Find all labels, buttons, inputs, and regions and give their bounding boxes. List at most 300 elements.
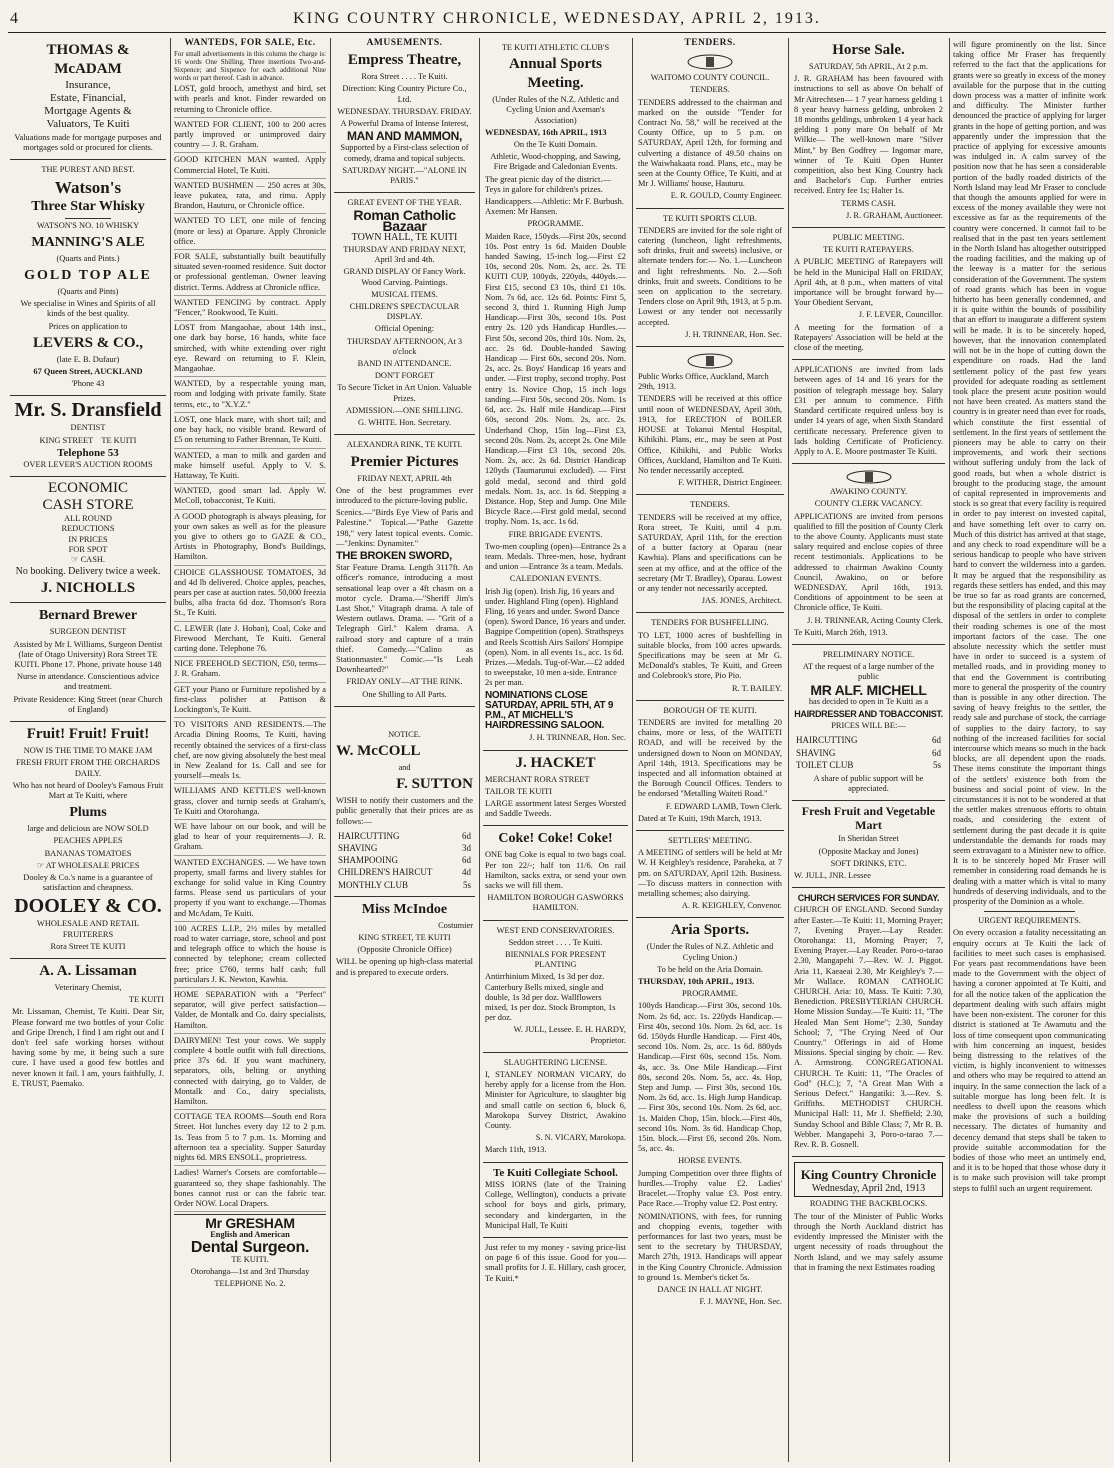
classified-ad: LOST, one black mare, with short tail; and one bay hack, no visible brand. Reward of £5 on returning to Father Brennan, Te Kuiti. bbox=[174, 415, 326, 449]
classified-ad: NICE FREEHOLD SECTION, £50, terms—J. R. Graham. bbox=[174, 659, 326, 682]
article-title: ROADING THE BACKBLOCKS. bbox=[809, 1199, 928, 1209]
ad-text: WAITOMO COUNTY COUNCIL. bbox=[650, 73, 770, 83]
article-text: On every occasion a fatality necessitating an enquiry occurs at Te Kuiti the lack of facilities to meet such cases is emphasised. For years past recommendations have been made to the Government with the object of having a coroner appointed at Te Kuiti, and for all the notice taken of the application the department dealing with such affairs might have been non-existent. The coroner for this district is stationed at Te Awamutu and the loss of time consequent upon communicating with him concerning an inquest, besides being distressing to the relatives of the victim, is highly inconvenient to witnesses and others who may be required to attend an inquiry. In the same connection the lack of a suitable morgue has long been felt. It is needless to dwell upon the reasons which make the provisions of such a building necessary. The dictates of humanity and decency demand that steps shall be taken to provide suitable accommodation for the bodies of those who meet an untimely end, and it is to be hoped that those whose duty it is to make such provision will take prompt steps to fulfil such an urgent requirement. bbox=[953, 928, 1106, 1193]
ad-text: No booking. Delivery twice a week. bbox=[15, 566, 161, 578]
ad-text: CALEDONIAN EVENTS. bbox=[509, 574, 602, 584]
ad-text: Assisted by Mr I. Williams, Surgeon Dentist (late of Otago University) Rora Street TE KUITI. Phone 17. Phone, private house 148 bbox=[13, 639, 163, 670]
ad-text: Valuations made for mortgage purposes and mortgages sold or procured for clients. bbox=[14, 133, 162, 153]
mccoll-sutton-ad bbox=[334, 707, 475, 897]
ad-line: CASH. bbox=[80, 555, 106, 565]
butter-factory-tender bbox=[636, 495, 784, 613]
ad-text: TO LET, 1000 acres of bushfelling in suitable blocks, from 100 acres upwards. Specifications may be seen at Mr G. McDonald's stables, Te Kuiti, and Green and Colebrook's store, Pio Pio. bbox=[638, 630, 782, 681]
ad-text: AT the request of a large number of the public bbox=[802, 662, 935, 682]
ad-text: TELEPHONE No. 2. bbox=[214, 1279, 286, 1289]
ad-title: Premier Pictures bbox=[350, 453, 459, 470]
ad-text: TENDERS will be received at this office until noon of WEDNESDAY, April 30th, 1913, for ERECTION of BOILER HOUSE at Tokanui Mental Hospital, Kihikihi. Plans, etc., may be seen at Post Office, Kihikihi, and Public Works Offices, Auckland, Hamilton and Te Kuiti. No tender necessarily accepted. bbox=[638, 394, 782, 475]
brewer-ad bbox=[10, 603, 166, 722]
ad-text: THURSDAY AND FRIDAY NEXT, April 3rd and 4th. bbox=[343, 245, 466, 265]
ad-text: March 11th, 1913. bbox=[485, 1145, 547, 1155]
ad-text: HORSE EVENTS. bbox=[678, 1156, 742, 1166]
column-rule bbox=[788, 38, 789, 1462]
ad-line: FOR SPOT bbox=[68, 544, 108, 554]
ad-text: and bbox=[398, 762, 411, 772]
classified-ad: GET your Piano or Furniture repolished by a first-class polisher at Pattison & Lockington's, Te Kuiti. bbox=[174, 685, 326, 719]
ad-text: SLAUGHTERING LICENSE. bbox=[503, 1057, 608, 1067]
ad-title: CASH STORE bbox=[42, 497, 134, 514]
ad-text: Private Residence: King Street (near Church of England) bbox=[13, 694, 163, 714]
ad-text: Dooley & Co.'s name is a guarantee of satisfaction and cheapness. bbox=[23, 872, 153, 893]
masthead-title: KING COUNTRY CHRONICLE, WEDNESDAY, APRIL 2, 1913. bbox=[293, 10, 821, 27]
classified-ad: WANTED FENCING by contract. Apply "Fencer," Rookwood, Te Kuiti. bbox=[174, 298, 326, 321]
ad-text: APPLICATIONS are invited from persons qualified to fill the position of County Clerk to the above County. Applicants must state salary required and enclose copies of three recent testimonials. Applications to be addressed to chairman Awakino County Council, Awakino, on or before WEDNESDAY, April 16th, 1913. Conditions of appointment to be seen at Chronicle office, Te Kuiti. bbox=[794, 511, 943, 613]
ad-text: ADMISSION.—ONE SHILLING. bbox=[345, 405, 463, 415]
ad-text: MERCHANT RORA STREET bbox=[485, 774, 590, 784]
ad-text: A meeting for the formation of a Ratepayers' Association will be held at the close of the meeting. bbox=[794, 322, 943, 353]
lissaman-ad bbox=[10, 959, 166, 1095]
athletic-sports-ad bbox=[483, 38, 628, 751]
watsons-ad bbox=[10, 160, 166, 396]
classified-ad: A GOOD photograph is always pleasing, for your own sakes as well as for the pleasure you give to others go to GAZE & CO., Artists in Photography, Bond's Buildings, Hamilton. bbox=[174, 512, 326, 566]
ad-text: JAS. JONES, Architect. bbox=[701, 596, 782, 606]
ad-text: DANCE IN HALL AT NIGHT. bbox=[657, 1284, 763, 1294]
thomas-mcadam-ad bbox=[10, 38, 166, 160]
classified-ad: WANTED BUSHMEN — 250 acres at 30s, leave pukatea, rata, and rimu. Apply Brandon, Hauturu, or Chronicle office. bbox=[174, 181, 326, 215]
ad-text: SURGEON DENTIST bbox=[49, 627, 127, 637]
ad-text: (Quarts and Pints) bbox=[57, 287, 119, 297]
ad-title: Mr. S. Dransfield bbox=[14, 399, 162, 422]
ad-text: TENDERS will be received at my office, Rora street, Te Kuiti, until 4 p.m. SATURDAY, April 11th, for the erection of a butter factory at Oparau (near Kawhia). Plans and specifications can be seen at my office, and at the office of the secretary (Mr T. Bradley), Oparau. Lowest or any tender not necessarily accepted. bbox=[638, 512, 782, 593]
ad-title: Aria Sports. bbox=[670, 922, 750, 939]
mcindoe-ad bbox=[334, 897, 475, 984]
price-list bbox=[794, 733, 943, 772]
ad-text: BAND IN ATTENDANCE. bbox=[357, 359, 452, 369]
ad-title: ECONOMIC bbox=[47, 480, 128, 497]
ad-text: WHOLESALE AND RETAIL FRUITERERS bbox=[36, 919, 140, 939]
premier-pictures-ad bbox=[334, 435, 475, 706]
ad-text: TE KUITI. bbox=[231, 1254, 269, 1264]
ad-text: A share of public support will be appreciated. bbox=[813, 773, 924, 794]
ad-text: Just refer to my money - saving price-list on page 6 of this issue. Good for you—small profits for J. E. Hillary, cash grocer, Te Kuiti.* bbox=[485, 1242, 626, 1283]
settlers-meeting bbox=[636, 831, 784, 918]
ad-text: R. T. BAILEY. bbox=[731, 683, 782, 693]
column-rule bbox=[170, 38, 171, 1462]
ad-text: Costumier bbox=[438, 920, 473, 930]
ad-text: Dated at Te Kuiti, 19th March, 1913. bbox=[638, 813, 762, 823]
ad-text: To Secure Ticket in Art Union. Valuable Prizes. bbox=[337, 383, 472, 403]
price-value: 5s bbox=[932, 759, 941, 770]
price-row bbox=[338, 867, 471, 877]
classified-ad: WILLIAMS AND KETTLE'S well-known grass, clover and turnip seeds at Graham's, Te Kuiti and Otorohanga. bbox=[174, 786, 326, 820]
ad-text: TE KUITI SPORTS CLUB. bbox=[663, 213, 757, 223]
dransfield-ad bbox=[10, 396, 166, 477]
ad-text: TENDERS FOR BUSHFELLING. bbox=[651, 618, 769, 628]
ad-text: APPLICATIONS are invited from lads between ages of 14 and 16 years for the position of telegraph message boy. Salary £31 per annum to commence. Fifth Standard certificate required unless boy is under 14 years of age, when Sixth Standard certificate necessary. Preference given to lads holding Certificate of Proficiency. Apply to A. E. Moore postmaster Te Kuiti. bbox=[794, 365, 943, 456]
ad-text: TENDERS are invited for metalling 20 chains, more or less, of the WAITETI ROAD, and will be received by the undersigned down to Noon on MONDAY, April 14th, 1913. Specifications may be inspected and all information obtained at the Borough Council Offices. Tenders to be endorsed "Metalling Waiteti Road." bbox=[638, 717, 782, 799]
economic-cash-store-ad bbox=[10, 477, 166, 603]
editorial-start bbox=[792, 1157, 945, 1279]
ad-line: IN PRICES bbox=[68, 534, 108, 544]
ad-line: REDUCTIONS bbox=[61, 524, 115, 534]
ad-text: BIENNIALS FOR PRESENT PLANTING bbox=[505, 950, 606, 970]
ad-text: (Opposite Mackay and Jones) bbox=[818, 846, 919, 856]
public-works-tender bbox=[636, 347, 784, 495]
ad-text: Athletic, Wood-chopping, and Sawing, Fire Brigade and Caledonian Events. bbox=[490, 152, 621, 172]
aria-sports-ad bbox=[636, 918, 784, 1313]
ad-title: Fresh Fruit and Vegetable Mart bbox=[801, 804, 936, 833]
ad-text: CHILDREN'S SPECTACULAR DISPLAY. bbox=[349, 302, 460, 322]
price-row bbox=[796, 748, 941, 758]
price-item: CHILDREN'S HAIRCUT bbox=[338, 867, 433, 878]
ad-text: SATURDAY, 5th APRIL, At 2 p.m. bbox=[809, 62, 928, 71]
price-item: HAIRCUTTING bbox=[338, 830, 400, 841]
ad-title: THE BROKEN SWORD, bbox=[336, 549, 452, 562]
message-boy-ad bbox=[792, 360, 945, 464]
ad-text: PROGRAMME. bbox=[527, 219, 584, 229]
ad-text: E. R. GOULD, County Engineer. bbox=[670, 191, 782, 201]
ad-text: OVER LEVER'S AUCTION ROOMS bbox=[23, 460, 153, 470]
ad-text: F. EDWARD LAMB, Town Clerk. bbox=[665, 801, 782, 811]
column-2 bbox=[174, 38, 326, 1464]
ad-text: BANANAS TOMATOES bbox=[44, 848, 132, 858]
ad-text: J. R. GRAHAM, Auctioneer. bbox=[845, 210, 943, 220]
ad-text: A Powerful Drama of Intense Interest, bbox=[340, 119, 469, 129]
ad-text: Veterinary Chemist, bbox=[54, 982, 122, 992]
ad-text: PUBLIC MEETING. bbox=[832, 233, 905, 243]
ad-text: COUNTY CLERK VACANCY. bbox=[814, 499, 923, 509]
ad-title: Mr GRESHAM bbox=[205, 1215, 295, 1232]
ad-text: Otorohanga—1st and 3rd Thursday bbox=[190, 1266, 310, 1276]
empress-theatre-ad bbox=[334, 48, 475, 193]
price-value: 5s bbox=[462, 879, 471, 890]
pointing-hand-icon: ☞ bbox=[36, 860, 45, 870]
article-text: The tour of the Minister of Public Works through the North Auckland district has evidently impressed the Minister with the urgent necessity of roads throughout the North Island, and we may safely assume that in framing the next Estimates roading bbox=[794, 1211, 943, 1272]
price-item: SHAMPOOING bbox=[338, 855, 399, 866]
ad-text: HAMILTON BOROUGH GASWORKS HAMILTON. bbox=[487, 893, 624, 913]
ad-text: AWAKINO COUNTY. bbox=[829, 487, 908, 497]
ad-text: FRIDAY ONLY—AT THE RINK. bbox=[346, 677, 463, 687]
price-item: SHAVING bbox=[338, 842, 378, 853]
ad-text: WEDNESDAY. THURSDAY. FRIDAY. bbox=[337, 106, 472, 116]
ad-text: NOTICE. bbox=[388, 729, 421, 739]
column-rule bbox=[479, 38, 480, 1462]
price-row bbox=[338, 843, 471, 853]
classified-list bbox=[174, 84, 326, 1212]
classified-ad: C. LEWER (late J. Hoban), Coal, Coke and Firewood Merchant, Te Kuiti. General carting done. Telephone 76. bbox=[174, 624, 326, 658]
ad-text: TE KUITI RATEPAYERS. bbox=[823, 245, 914, 255]
ad-text: J. H. TRINNEAR, Acting County Clerk. bbox=[807, 615, 943, 625]
column-rule bbox=[632, 38, 633, 1462]
column-rule bbox=[330, 38, 331, 1462]
divider bbox=[984, 911, 1076, 912]
section-header: AMUSEMENTS. bbox=[366, 38, 443, 48]
price-list bbox=[336, 829, 473, 892]
ad-text: One Shilling to All Parts. bbox=[362, 689, 447, 699]
ad-title: Dental Surgeon. bbox=[190, 1238, 310, 1256]
ad-text: Seddon street . . . . Te Kuiti. bbox=[508, 937, 603, 947]
classified-ad: CHOICE GLASSHOUSE TOMATOES, 3d and 4d lb delivered. Choice apples, peaches, pears per case at auction rates. 50,000 freezia bulbs, alba fracta 6d doz. Thomson's Rora St., Te Kuiti. bbox=[174, 568, 326, 622]
hillary-notice bbox=[483, 1238, 628, 1290]
ad-text: (Under Rules of the N.Z. Athletic and Cycling Union and Axeman's Association) bbox=[492, 95, 619, 125]
price-item: MONTHLY CLUB bbox=[338, 879, 409, 890]
ad-text: LARGE assortment latest Serges Worsted and Saddle Tweeds. bbox=[485, 799, 626, 819]
ad-title: Plums bbox=[69, 805, 107, 821]
sports-club-tender bbox=[636, 209, 784, 347]
ad-text: On the Te Kuiti Domain. bbox=[513, 140, 598, 150]
ad-text: Who has not heard of Dooley's Famous Fruit Mart at Te Kuiti, where bbox=[12, 780, 164, 800]
ad-title: Te Kuiti Collegiate School. bbox=[493, 1166, 618, 1179]
fruit-mart-ad bbox=[792, 801, 945, 888]
ad-title: Roman Catholic Bazaar bbox=[353, 207, 456, 234]
classified-ad: COTTAGE TEA ROOMS—South end Rora Street. Hot lunches every day 12 to 2 p.m. 1s. Teas from 5 to 7 p.m. 1s. Morning and afternoon tea a speciality. Supper Saturday nights 6d. MRS ENSOLL, proprietress. bbox=[174, 1112, 326, 1166]
ad-text: ALEXANDRA RINK, TE KUITI. bbox=[346, 440, 463, 450]
ad-text: (late E. B. Dufaur) bbox=[56, 354, 120, 364]
ad-text: The great picnic day of the district.—Teys in galore for children's prizes. bbox=[485, 174, 611, 194]
ad-text: (Quarts and Pints.) bbox=[56, 253, 120, 263]
ad-text: FRESH FRUIT FROM THE ORCHARDS DAILY. bbox=[16, 758, 160, 778]
ad-text: WATSON'S NO. 10 WHISKY bbox=[36, 220, 140, 230]
ad-text: Supported by a First-class selection of comedy, drama and topical subjects. bbox=[340, 143, 469, 163]
ad-text: Nurse in attendance. Conscientious advice and treatment. bbox=[16, 672, 160, 692]
ad-text: In Sheridan Street bbox=[838, 834, 899, 844]
dooley-fruit-ad bbox=[10, 722, 166, 959]
conservatories-ad bbox=[483, 921, 628, 1053]
ad-text: J. H. TRINNEAR, Hon. Sec. bbox=[685, 329, 782, 339]
coat-of-arms-icon bbox=[685, 352, 735, 370]
ad-text: ONE bag Coke is equal to two bags coal. Per ton 22/-; half ton 11/6. On rail Hamilton, sacks extra, or send your own sacks we will fill them. bbox=[485, 850, 626, 891]
ad-text: Wednesday, April 2nd, 1913 bbox=[811, 1183, 926, 1195]
ad-text: W. JULL, Lessee. E. H. HARDY, Proprietor. bbox=[513, 1025, 626, 1045]
ad-text: Public Works Office, Auckland, March 29th, 1913. bbox=[638, 372, 769, 392]
ad-text: DENTIST bbox=[70, 423, 106, 433]
church-services bbox=[792, 888, 945, 1157]
price-value: 6d bbox=[932, 747, 941, 758]
ad-text: PRICES WILL BE:— bbox=[831, 721, 906, 731]
ad-title: Annual Sports Meeting. bbox=[509, 56, 602, 92]
ad-text: One of the best programmes ever introduced to the picture-loving public. bbox=[336, 485, 473, 505]
price-value: 4d bbox=[462, 867, 471, 878]
ad-text: We specialise in Wines and Spirits of all kinds of the best quality. bbox=[20, 299, 156, 319]
classified-ad: WANTED, by a respectable young man, room and lodging with private family. State terms, etc., to "X.Y.Z." bbox=[174, 379, 326, 413]
classified-ad: LOST, gold brooch, amethyst and bird, set with pearls and knot. Finder rewarded on returning to Chronicle office. bbox=[174, 84, 326, 118]
classified-ad: WANTED TO LET, one mile of fencing (more or less) at Oparure. Apply Chronicle office. bbox=[174, 216, 326, 250]
ad-text: TENDERS are invited for the sole right of catering (luncheon, light refreshments, soft drinks, fruit and sweets) inclusive, or alternate tenders for:— No. 1.—Luncheon and light refreshments. No. 2.—Soft drinks, fruit and sweets. Conditions to be seen on application to the secretary. Tenders close on April 9th, 1913, at 5 p.m. Lowest or any tender not necessarily accepted. bbox=[638, 225, 782, 327]
ad-text: A PUBLIC MEETING of Ratepayers will be held in the Municipal Hall on FRIDAY, April 4th, at 8 p.m., when matters of vital importance will be brought forward by— Your Obedient Servant, bbox=[794, 257, 943, 308]
ad-text: large and delicious are NOW SOLD bbox=[27, 824, 149, 834]
ad-text: WEDNESDAY, 16th APRIL, 1913 bbox=[485, 127, 607, 137]
bushfelling-tender bbox=[636, 613, 784, 700]
ad-text: THE PUREST AND BEST. bbox=[41, 165, 135, 175]
ad-title: GOLD TOP ALE bbox=[24, 268, 152, 284]
coat-of-arms-icon bbox=[685, 53, 735, 71]
ad-text: CHURCH OF ENGLAND. Second Sunday after Easter.—Te Kuiti: 11, Morning Prayer; 7, Evening Prayer.—Lay Reader. Otorohanga: 11, Morning Prayer; 7, Evening Prayer.—Lay Reader. Poro-o-tarao 2.30, Mangapehi 7.—Rev. W. J. Piggot. Aria 11, Kaeaeai 2.30, Mr Keighley's 7.—Mr Wallace. ROMAN CATHOLIC CHURCH. Aria: 10, Mass. Te Kuiti: 7.30, Benediction. PRESBYTERIAN CHURCH. Home Mission Sunday.—Te Kuiti: 11, "The Healed Man Sent Home"; 2.30, Sunday School; 7, "The Crying Need of Our Country." Offerings in aid of Home Missions. Special singing by choir. — Rev. A. Armstrong. CONGREGATIONAL CHURCH. Te Kuiti: 11, "The Oracles of God" (H.C.); 7, "A Great Man With a Serious Defect." Hangatiki: 3.—Rev. S. Griffiths. METHODIST CHURCH. Municipal Hall: 11, Mr J. Sheffield; 2.30, Sunday School and Bible Class; 7, Mr R. B. Webber. Mangapehi 3, Poro-o-tarao 7.—Rev. R. B. Gosnell. bbox=[794, 905, 943, 1150]
ad-text: TOWN HALL, TE KUITI bbox=[351, 231, 458, 243]
ad-text: FIRE BRIGADE EVENTS. bbox=[508, 529, 603, 539]
ad-text: KING STREET bbox=[39, 435, 94, 445]
collegiate-ad bbox=[483, 1163, 628, 1238]
ad-text: Handicappers.—Athletic: Mr F. Burbush. Axemen: Mr Hansen. bbox=[485, 197, 624, 217]
column-6 bbox=[792, 38, 945, 1464]
ad-text: WISH to notify their customers and the public generally that their prices are as follows:— bbox=[336, 796, 473, 826]
ad-text: SOFT DRINKS, ETC. bbox=[830, 858, 907, 868]
ad-text: 100yds Handicap.—First 30s, second 10s. Nom. 2s 6d, acc. 1s. 220yds Handicap.—First 40s, second 10s. Nom. 2s 6d, acc. 1s 6d. 150yds Hurdle Handicap. — First 40s, second 10s. Nom. 2s, acc. 1s 6d. 880yds Handicap.—First 60s, second 15s. Nom. 4s, acc. 3s. One Mile Handicap.—First 80s, second 20s. Nom. 5s, acc. 4s. Hop, Step and Jump. — First 30s, second 10s. Nom. 2s 6d, acc. 1s. High Jump Handicap. — First 30s, second 10s. Nom. 2s 6d, acc. 1s. Maiden Chop, 15in. block.—First 40s, second 10s. Nom. 3s 6d. Handicap Chop, 15in. block.—First £6, second 20s. Nom. 5s, acc. 4s. bbox=[638, 1001, 782, 1154]
classified-ad: WANTED, good smart lad. Apply W. McColl, tobacconist, Te Kuiti. bbox=[174, 486, 326, 509]
ad-text: AT WHOLESALE PRICES bbox=[45, 860, 140, 870]
ad-text: J. H. TRINNEAR, Hon. Sec. bbox=[529, 733, 626, 743]
ad-text: KING STREET, TE KUITI bbox=[358, 933, 451, 942]
ad-text: Rora Street . . . . Te Kuiti. bbox=[361, 72, 448, 82]
ad-text: BOROUGH OF TE KUITI. bbox=[663, 705, 757, 715]
classified-ad: Ladies! Warner's Corsets are comfortable—guaranteed so, they shape fashionably. The bones cannot rust or can the fabric tear. Order NOW. Local Drapers. bbox=[174, 1168, 326, 1212]
column-5 bbox=[636, 38, 784, 1464]
ad-text: 67 Queen Street, AUCKLAND bbox=[33, 367, 143, 377]
price-value: 6d bbox=[462, 830, 471, 841]
classified-ad: 100 ACRES L.I.P., 2½ miles by metalled road to water carriage, store, school and post and telegraph office to which the house is connected by telephone; cream collected free; price £760, terms half cash; full particulars J. K. Newton, Kawhia. bbox=[174, 924, 326, 988]
ad-text: To be held on the Aria Domain. bbox=[657, 964, 763, 974]
ad-title: A. A. Lissaman bbox=[39, 962, 137, 979]
ad-text: I, STANLEY NORMAN VICARY, do hereby apply for a license from the Hon. Minister for Agriculture, to slaughter big and small cattle on section 6, block 6, Marokopa Survey District, Awakino County. bbox=[485, 1070, 626, 1131]
ad-title: Three Star Whisky bbox=[31, 198, 145, 214]
ad-title: HAIRDRESSER AND TOBACCONIST. bbox=[794, 708, 943, 719]
ad-text: F. WITHER, District Engineer. bbox=[678, 478, 782, 488]
ad-title: Miss McIndoe bbox=[361, 901, 448, 917]
ad-line: ALL ROUND bbox=[64, 514, 112, 524]
ad-text: FRIDAY NEXT, APRIL 4th bbox=[357, 473, 452, 483]
bazaar-ad bbox=[334, 193, 475, 435]
ad-text: Antirrhinium Mixed, 1s 3d per doz. Canterbury Bells mixed, single and double, 1s 3d per doz. Wallflowers mixed, 1s per doz. Stock Brompton, 1s per doz. bbox=[485, 972, 616, 1023]
price-row bbox=[796, 760, 941, 770]
ad-text: Te Kuiti, March 26th, 1913. bbox=[794, 627, 888, 637]
ad-title: Fruit! Fruit! Fruit! bbox=[26, 726, 150, 743]
ad-text: 'Phone 43 bbox=[71, 379, 105, 389]
article-text: will figure prominently on the list. Since taking office Mr Fraser has frequently referred to the fact that the applications for grants were so greatly in excess of the money available for the purpose that in the cutting down process was a matter of infinite work and difficulty. The Minister further denounced the practice of applying for larger grants in the hope of getting portion, and was apparently under the impression that the practice of applying for excessive amounts was indulged in. A calm survey of the position now that he has seen a considerable portion of the badly roaded districts of the North Island may lead Mr Fraser to conclude that though the amounts applied for were in excess of the money available they were not excessive as far as the requirements of the country were concerned. It cannot fail to be realised that in the past ten years settlement in the North Island has altogether outstripped the roading facilities, and the making up of the leeway is a matter for the serious consideration of the Government. The system of road grants which has been in vogue hitherto has been generally condemned, and it is quite within the bounds of possibility that an effort to inaugurate a different system will be made. It is to be sincerely hoped, however, that the innovation contemplated will not be in the hope of cutting down the expenditure on roads. Had the land settlement policy of the past few years provided for adequate roading as settlement took place the present acute position would not have been created. As matters stand the country is in greater need than ever for roads, which constitute the first essential of settlement. In the first years of settlement the pioneers may be able to carry on their improvements, and work their sections without suffering unduly from the lack of good roads, but when a whole district is brought to the producing stage, the amount of capital represented in improvements and stock is so great that every facility is required in order to pay interest on invested capital, and have something left over to carry on. Much of this district has arrived at that stage, and any check to road expenditure will be a serious handicap to people who have striven hard to convert the wilderness into a garden. It may be argued that the responsibility as regards these settlers has ended, and this may be true so far as road grants are concerned, but the responsibility of placing capital at the disposal of the settlers in order to complete their roading schemes is one of the most important factors of the case. The one absolute necessity which the settler must have in order to succeed is a system of metalled roads, and in providing money to that end the Government is contributing more to general the prosperity of the country than is possible in any other direction. The saving of heavy freights to the settler, the ready sale and purchase of stock, the carriage of supplies to the dairy factory, to say nothing of the increased facilities for social intercourse which means so much in the back blocks, are all dependent upon the roads. These items constitute the important things of the settlers' existence both from the business and social point of view. In the circumstances it is not to be wondered at that the settler makes strenuous efforts to obtain roads, and considering the extent of settlement during the past decade it is quite understandable the demands for roads may seem extravagant to a Minister new to office. It is to be sincerely hoped Mr Fraser will remember in considering road demands he is dealing with a matter which is vital to many hundreds of deserving individuals, and to the prosperity of the Dominion as a whole. bbox=[953, 40, 1106, 907]
waitomo-tender bbox=[636, 48, 784, 208]
ad-text: Scenics.—"Birds Eye View of Paris and Palestine." Topical.—"Pathe Gazette 198," very latest topical events. Comic.—"Jenkins: Dynamiter." bbox=[336, 508, 473, 548]
ad-text: Jumping Competition over three flights of hurdles.—Trophy value £2. Ladies' Bracelet.—Trophy value £3. Post entry. Pace Race.—Trophy value £2. Post entry. bbox=[638, 1168, 782, 1209]
price-row bbox=[338, 855, 471, 865]
section-header: TENDERS. bbox=[684, 38, 736, 48]
ad-text: J. R. GRAHAM has been favoured with instructions to sell as above On behalf of Mr Aitrechtsen— 1 7 year harness gelding 1 8 year heavy harness gelding, unbroken 2 18 months geldings, unbroken 1 4 year hack gelding 1 pony mare On behalf of Mr Wilkie— The well-known mare "Silver Mint," by Ben Godfrey — Ingomar mare, winner of Te Kuiti Open Hunter competition, also best King Country hack and Bachelor's Cup. Further entries received. Entry fee 1s; Halter 1s. bbox=[794, 74, 943, 196]
ad-text: (Under the Rules of N.Z. Athletic and Cycling Union.) bbox=[646, 942, 774, 962]
ad-title: LEVERS & CO., bbox=[32, 334, 144, 351]
column-4 bbox=[483, 38, 628, 1464]
hacket-ad bbox=[483, 751, 628, 827]
ad-text: TE KUITI bbox=[128, 995, 164, 1005]
ad-text: MUSICAL ITEMS. bbox=[371, 289, 438, 299]
ad-title: Bernard Brewer bbox=[38, 608, 138, 624]
ad-text: Star Feature Drama. Length 3117ft. An officer's romance, introducing a most sensational leap over a 4ft chasm on a motor cycle. Drama.—"Sheriff Jim's Last Shot," Vitagraph drama. A tale of Western outlaws. Drama. — "Grit of a Telegraph Girl." Kalem drama. A railroad story and capture of a train thief. Comedy.—"Calino as Stationmaster." Comic.—"Is Leah Downhearted?" bbox=[336, 563, 473, 675]
ad-title: W. McCOLL bbox=[336, 742, 421, 759]
price-value: 6d bbox=[932, 735, 941, 746]
ad-text: Telephone 53 bbox=[57, 446, 119, 459]
ad-text: NOW IS THE TIME TO MAKE JAM bbox=[23, 746, 153, 756]
ad-text: Two-men coupling (open)—Entrance 2s a team. Medals. Three-men, hose, hydrant and union —Entrance 3s a team. Medals. bbox=[485, 541, 626, 572]
classified-ad: WANTED, a man to milk and garden and make himself useful. Apply to V. S. Hattaway, Te Kuiti. bbox=[174, 451, 326, 485]
ad-text: NOMINATIONS, with fees, for running and chopping events, together with performances for last two years, must be sent to the secretary by THURSDAY, March 27th, 1913. Handicaps will appear in the King Country Chronicle. Admission to ground 1s. Member's ticket 5s. bbox=[638, 1211, 782, 1282]
column-3 bbox=[334, 38, 475, 1464]
ad-line: Mortgage Agents & bbox=[44, 105, 132, 117]
price-value: 3d bbox=[462, 842, 471, 853]
gresham-ad bbox=[174, 1214, 326, 1295]
classified-ad: GOOD KITCHEN MAN wanted. Apply Commercial Hotel, Te Kuiti. bbox=[174, 155, 326, 178]
column-rule bbox=[949, 38, 950, 1462]
ad-line: Valuators, Te Kuiti bbox=[46, 118, 130, 130]
price-row bbox=[338, 880, 471, 890]
ad-text: PROGRAMME. bbox=[681, 989, 739, 999]
borough-tender bbox=[636, 701, 784, 831]
ad-text: DON'T FORGET bbox=[374, 371, 435, 381]
classified-ad: WANTED FOR CLIENT, 100 to 200 acres partly improved or unimproved dairy country — J. R. Graham. bbox=[174, 120, 326, 154]
ad-text: Irish Jig (open). Irish Jig, 16 years and under. Highland Fling (open). Highland Fling, 16 years and under. Sword Dance (open). Sword Dance, 16 years and under. Bagpipe Competition (open). Strathspeys and Reels Scottish Airs Sailors' Hornpipe (open). Nom. in all events 1s., acc. 1s 6d. Prizes.—Medals. Tug-of-War.—£2 added to sweepstake, 10 men a-side. Entrance 2s per man. bbox=[485, 586, 626, 688]
ad-text: THURSDAY, 10th APRIL, 1913. bbox=[638, 977, 755, 987]
ad-text: TE KUITI bbox=[101, 435, 137, 445]
ad-text: English and American bbox=[210, 1230, 290, 1240]
ad-text: WILL be opening up high-class material and is prepared to execute orders. bbox=[336, 957, 473, 977]
classified-ad: TO VISITORS AND RESIDENTS.—The Arcadia Dining Rooms, Te Kuiti, having recently obtained the services of a first-class chef, are now giving absolutely the best meal in New Zealand for 1s. Call and see for yourself—meals 1s. bbox=[174, 720, 326, 784]
price-item: TOILET CLUB bbox=[796, 759, 854, 770]
ad-text: PEACHES APPLES bbox=[53, 836, 123, 846]
ad-text: THURSDAY AFTERNOON, At 3 o'clock bbox=[346, 336, 463, 356]
ad-title: F. SUTTON bbox=[396, 776, 473, 793]
page-number: 4 bbox=[10, 10, 20, 27]
coke-ad bbox=[483, 826, 628, 920]
ad-title: Watson's bbox=[54, 177, 122, 197]
ad-title: MAN AND MAMMON, bbox=[346, 129, 463, 144]
ad-text: J. F. LEVER, Councillor. bbox=[858, 310, 943, 320]
article-title: URGENT REQUIREMENTS. bbox=[978, 916, 1081, 926]
ratepayers-meeting bbox=[792, 228, 945, 360]
ad-text: WEST END CONSERVATORIES. bbox=[496, 925, 615, 935]
ad-text: Prices on application to bbox=[48, 321, 128, 331]
ad-title: THOMAS & McADAM bbox=[46, 42, 130, 77]
price-value: 6d bbox=[462, 855, 471, 866]
ad-text: S. N. VICARY, Marokopa. bbox=[535, 1133, 626, 1143]
classified-ad: FOR SALE, substantially built beautifully situated seven-roomed residence. Suit doctor or professional gentleman. Owner leaving district. Terms. Address at Chronicle office. bbox=[174, 252, 326, 296]
ad-line: Estate, Financial, bbox=[49, 92, 127, 104]
pointing-hand-icon: ☞ bbox=[70, 555, 79, 565]
ad-text: MISS IORNS (late of the Training College, Wellington), conducts a private school for boys and girls, primary, secondary and kindergarten, in the Municipal Hall, Te Kuiti bbox=[485, 1179, 626, 1230]
ad-text: TAILOR TE KUITI bbox=[485, 786, 553, 796]
ad-text: GREAT EVENT OF THE YEAR. bbox=[347, 198, 462, 208]
ad-text: (Opposite Chronicle Office) bbox=[357, 945, 452, 955]
ad-title: Coke! Coke! Coke! bbox=[498, 831, 613, 847]
price-item: SHAVING bbox=[796, 747, 836, 758]
ad-text: Mr. Lissaman, Chemist, Te Kuiti. Dear Sir, Please forward me two bottles of your Colic and Gripe Drench, I find I am right out and I don't feel safe working horses without having some by me, it being such a sure cure. I have used a good few bottles and never known it fail. I am, yours faithfully, J. E. TRUST, Paemako. bbox=[12, 1007, 164, 1088]
chronicle-editorial-header bbox=[794, 1162, 943, 1197]
ad-title: Empress Theatre, bbox=[347, 52, 462, 69]
section-header: WANTEDS, FOR SALE, Etc. bbox=[184, 38, 316, 48]
ad-title: J. HACKET bbox=[515, 754, 596, 771]
ad-text: Maiden Race, 150yds.—First 20s, second 10s. Post entry 1s 6d. Maiden Double handed Sawing, 15-inch log.—First £2 10s, second 20s. Nom. 2s, acc. 2s. TE KUITI CUP, 100yds, 220yds, 440yds.—First £15, second £3 10s, third £1 10s. Nom. 7s 6d, acc. 12s 6d. Points: First 5, second 3, third 1. Running High Jump Handicap.—First 30s, second 10s. Post entry 2s. 120 yds Handicap Hurdles.—First 50s, second 20s, third 10s. Nom. 2s, acc. 2s 6d. Double-handed Sawing Handicap — First 60s, second 20s. Nom. 2s, acc. 2s. Boys' Handicap 16 years and under. —First trophy, second trophy. Post entry 1s. Novice Chop, 15 inch logs tanding.—First 50s, second 20s. Nom. 1s 6d, acc. 2s. Half mile Handicap.—First 60s, second 20s. Nom. 2s, acc. 2s. Underhand Chop, 15in log—First £3, second 20s. Nom. 2s, accept 2s. One Mile Handicap.—First £3 10s, second 20s. Nom. 2s, acc. 2s 6d. District Handicap 120yds (Taumarunui excluded). — First gold medal, second and third gold medals. Nom. 1s, acc. 1s 6d. Stepping a Distance. Hop, Step and Jump. One Mile Bicycle Race.—First gold medal, second trophy. Nom. 1s, acc. 1s 6d. bbox=[485, 231, 626, 527]
michell-ad bbox=[792, 645, 945, 801]
price-row bbox=[796, 735, 941, 745]
coat-of-arms-icon bbox=[844, 469, 894, 485]
masthead bbox=[8, 10, 1106, 33]
ad-text: Rora Street TE KUITI bbox=[50, 941, 126, 951]
column-7 bbox=[953, 38, 1106, 1464]
ad-text: TENDERS. bbox=[690, 85, 730, 95]
ad-text: A MEETING of settlers will be held at Mr W. H Keighley's residence, Paraheka, at 7 pm. on SATURDAY, April 12th. Business.—To discuss matters in connection with metalling schemes; also dairying. bbox=[638, 848, 782, 899]
ad-title: Horse Sale. bbox=[832, 42, 905, 58]
classified-ad: HOME SEPARATION with a "Perfect" separator, will give perfect satisfaction—Valder, de Montalk and Co. dairy specialists, Hamilton. bbox=[174, 990, 326, 1034]
ad-text: TERMS CASH. bbox=[841, 198, 896, 208]
classified-note: For small advertisements in this column the charge is: 16 words One Shilling, Three insertions Two-and-Sixpence; and Sixpence for each additional Nine words or part thereof. Cash in advance. bbox=[174, 50, 326, 83]
ad-text: W. JULL, JNR. Lessee bbox=[794, 871, 871, 880]
awakino-vacancy bbox=[792, 464, 945, 645]
ad-text: A. R. KEIGHLEY, Convenor. bbox=[681, 901, 782, 911]
ad-text: TENDERS. bbox=[690, 500, 730, 510]
price-item: HAIRCUTTING bbox=[796, 735, 858, 746]
ad-title: J. NICHOLLS bbox=[40, 580, 136, 597]
